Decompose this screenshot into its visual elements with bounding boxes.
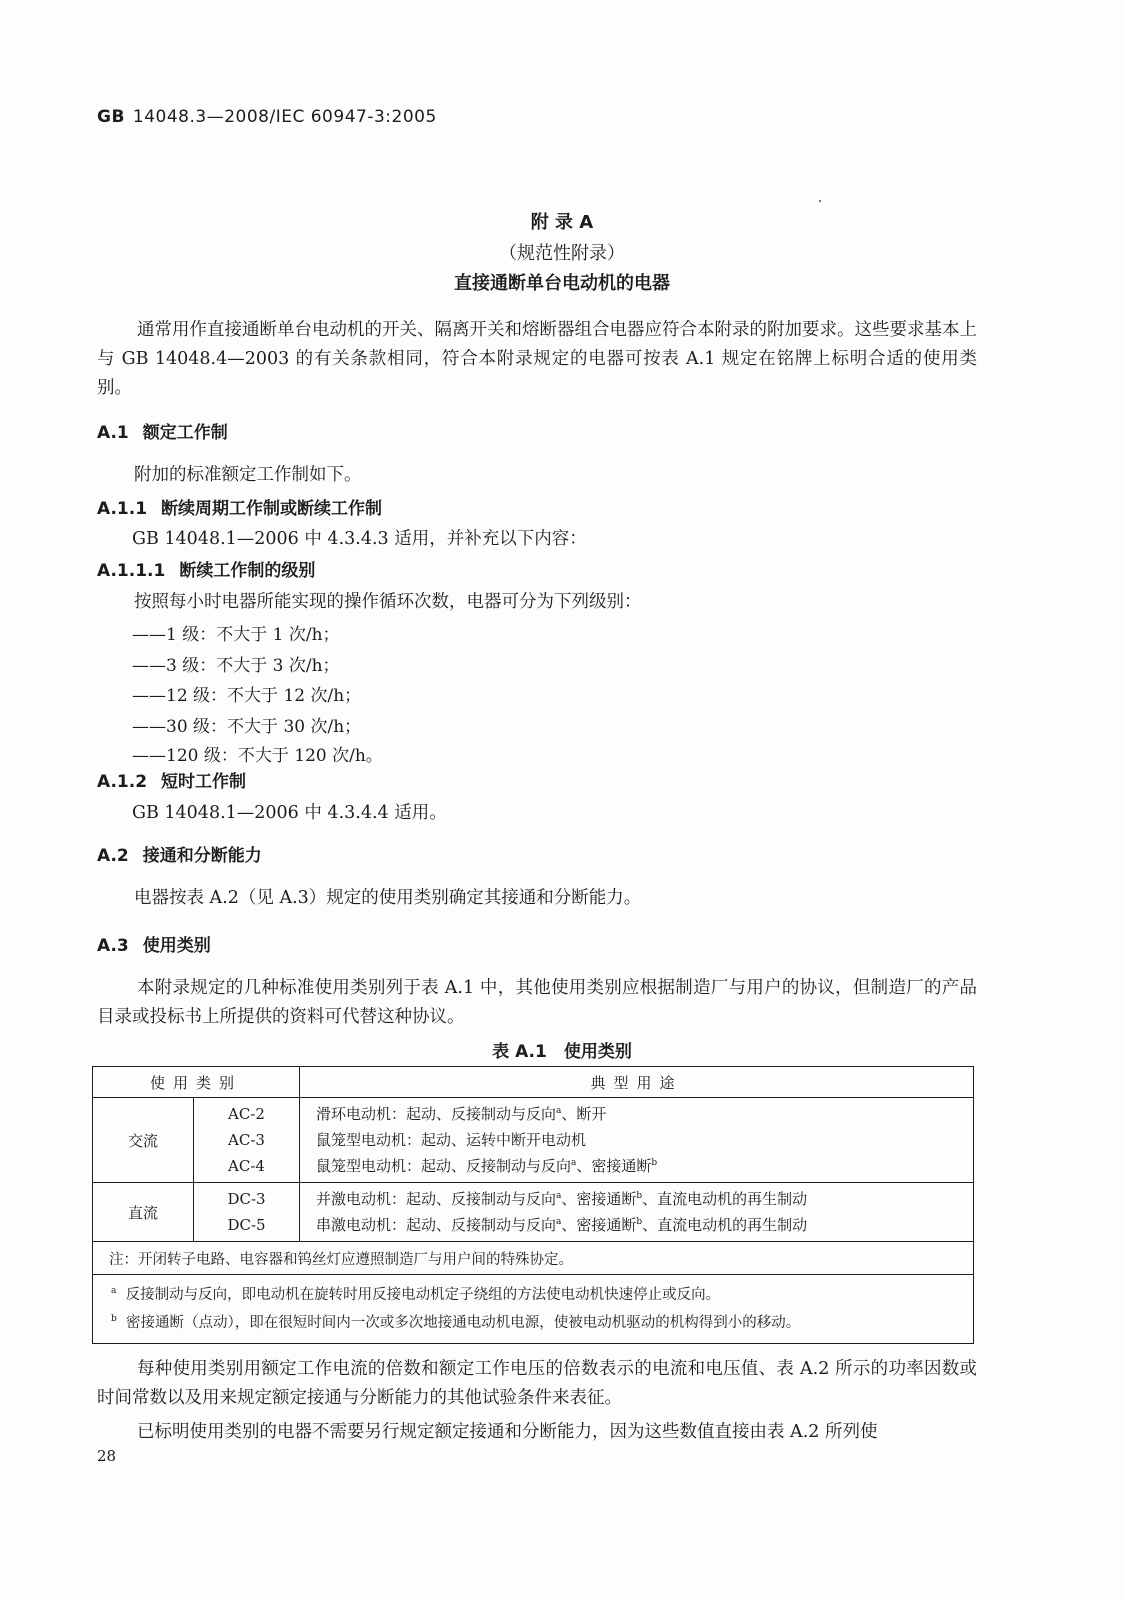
level-item: ——3 级：不大于 3 次/h； — [132, 656, 340, 676]
section-number: A.1.1 — [97, 499, 148, 519]
level-item: ——120 级：不大于 120 次/h。 — [132, 746, 383, 766]
footnote-ref: a — [556, 1106, 562, 1116]
usage-category-table — [92, 1066, 974, 1344]
footnote-ref: a — [571, 1158, 577, 1168]
footnote-ref: a — [556, 1217, 562, 1227]
table-caption: 表 A.1 使用类别 — [492, 1042, 632, 1062]
section-a11-text: GB 14048.1—2006 中 4.3.4.3 适用，并补充以下内容： — [132, 529, 587, 549]
appendix-type: （规范性附录） — [499, 243, 625, 264]
header-cell-category: 使用类别 — [93, 1067, 300, 1098]
use-text: 滑环电动机：起动、反接制动与反向 — [316, 1105, 557, 1123]
section-a2-heading — [97, 841, 262, 866]
codes-cell-dc — [194, 1183, 300, 1242]
category-cell-ac: 交流 — [93, 1098, 194, 1183]
section-a12-text: GB 14048.1—2006 中 4.3.4.4 适用。 — [132, 803, 447, 823]
section-a12-heading — [97, 767, 246, 792]
table-footnote-row — [93, 1275, 974, 1344]
header-cell-usage: 典型用途 — [300, 1067, 974, 1098]
section-number: A.1.1.1 — [97, 561, 166, 581]
section-a3-heading — [97, 931, 211, 956]
page-number: 28 — [97, 1447, 117, 1465]
footnote-a — [111, 1281, 973, 1309]
table-row-ac — [93, 1098, 974, 1183]
use-tail: 、直流电动机的再生制动 — [642, 1190, 808, 1208]
after-table-paragraph-1: 每种使用类别用额定工作电流的倍数和额定工作电压的倍数表示的电流和电压值、表 A.2 所示的功率因数或时间常数以及用来规定额定接通与分断能力的其他试验条件来表征。 — [97, 1359, 977, 1408]
level-item: ——1 级：不大于 1 次/h； — [132, 625, 340, 645]
after-table-paragraph-2: 已标明使用类别的电器不需要另行规定额定接通和分断能力，因为这些数值直接由表 A.2 所列使 — [137, 1422, 878, 1442]
use-mid: 、密接通断 — [561, 1216, 637, 1234]
code-ac4: AC-4 — [228, 1157, 265, 1175]
section-title: 使用类别 — [142, 936, 211, 956]
section-a1-text: 附加的标准额定工作制如下。 — [134, 465, 362, 485]
table-row-dc — [93, 1183, 974, 1242]
table-note: 注：开闭转子电路、电容器和钨丝灯应遵照制造厂与用户间的特殊协定。 — [93, 1242, 974, 1275]
level-item: ——30 级：不大于 30 次/h； — [132, 717, 362, 737]
standard-code-prefix: GB — [97, 107, 125, 127]
use-dc5 — [316, 1212, 973, 1238]
section-a3-text: 本附录规定的几种标准使用类别列于表 A.1 中，其他使用类别应根据制造厂与用户的协议，但制造厂的产品目录或投标书上所提供的资料可代替这种协议。 — [97, 978, 977, 1027]
section-title: 短时工作制 — [161, 772, 247, 792]
table-footnotes — [93, 1275, 974, 1344]
table-header-row — [93, 1067, 974, 1098]
appendix-title: 附 录 A — [530, 212, 594, 233]
section-a11-heading — [97, 494, 382, 519]
use-text: 鼠笼型电动机：起动、反接制动与反向 — [316, 1157, 572, 1175]
intro-paragraph: 通常用作直接通断单台电动机的开关、隔离开关和熔断器组合电器应符合本附录的附加要求。这些要求基本上与 GB 14048.4—2003 的有关条款相同，符合本附录规定的电器可按表 A.1 规定在铭牌上标明合适的使用类别。 — [97, 320, 977, 398]
footnote-ref: b — [651, 1158, 658, 1168]
section-a111-text: 按照每小时电器所能实现的操作循环次数，电器可分为下列级别： — [134, 592, 642, 612]
footnote-mark: b — [111, 1314, 117, 1325]
section-title: 断续周期工作制或断续工作制 — [161, 499, 383, 519]
section-title: 接通和分断能力 — [142, 846, 262, 866]
use-ac3 — [316, 1127, 973, 1153]
code-ac2: AC-2 — [228, 1105, 265, 1123]
use-text: 鼠笼型电动机：起动、运转中断开电动机 — [316, 1131, 587, 1149]
use-tail: 、断开 — [561, 1105, 607, 1123]
use-ac4 — [316, 1153, 973, 1179]
scan-speck — [819, 200, 821, 202]
footnote-ref: b — [636, 1191, 643, 1201]
use-tail: 、直流电动机的再生制动 — [642, 1216, 808, 1234]
footnote-b — [111, 1309, 973, 1337]
standard-code-number: 14048.3—2008/IEC 60947-3:2005 — [132, 107, 437, 127]
standard-code-header — [97, 107, 437, 127]
code-dc3: DC-3 — [227, 1190, 266, 1208]
level-item: ——12 级：不大于 12 次/h； — [132, 686, 362, 706]
uses-cell-ac — [300, 1098, 974, 1183]
category-cell-dc: 直流 — [93, 1183, 194, 1242]
use-tail: 、密接通断 — [576, 1157, 652, 1175]
use-ac2 — [316, 1101, 973, 1127]
uses-cell-dc — [300, 1183, 974, 1242]
footnote-text: 反接制动与反向，即电动机在旋转时用反接电动机定子绕组的方法使电动机快速停止或反向。 — [125, 1287, 721, 1303]
appendix-subtitle: 直接通断单台电动机的电器 — [454, 273, 670, 294]
section-title: 额定工作制 — [142, 423, 228, 443]
use-text: 串激电动机：起动、反接制动与反向 — [316, 1216, 557, 1234]
section-number: A.3 — [97, 936, 129, 956]
use-dc3 — [316, 1186, 973, 1212]
use-mid: 、密接通断 — [561, 1190, 637, 1208]
footnote-mark: a — [111, 1286, 117, 1297]
footnote-text: 密接通断（点动），即在很短时间内一次或多次地接通电动机电源，使被电动机驱动的机构得到小的移动。 — [125, 1315, 801, 1331]
use-text: 并激电动机：起动、反接制动与反向 — [316, 1190, 557, 1208]
table-note-row — [93, 1242, 974, 1275]
section-a1-heading — [97, 418, 228, 443]
section-a2-text: 电器按表 A.2（见 A.3）规定的使用类别确定其接通和分断能力。 — [134, 888, 642, 908]
section-number: A.1 — [97, 423, 129, 443]
code-ac3: AC-3 — [228, 1131, 265, 1149]
codes-cell-ac — [194, 1098, 300, 1183]
section-a111-heading — [97, 556, 315, 581]
section-number: A.2 — [97, 846, 129, 866]
section-number: A.1.2 — [97, 772, 148, 792]
section-title: 断续工作制的级别 — [179, 561, 316, 581]
footnote-ref: a — [556, 1191, 562, 1201]
code-dc5: DC-5 — [227, 1216, 266, 1234]
footnote-ref: b — [636, 1217, 643, 1227]
